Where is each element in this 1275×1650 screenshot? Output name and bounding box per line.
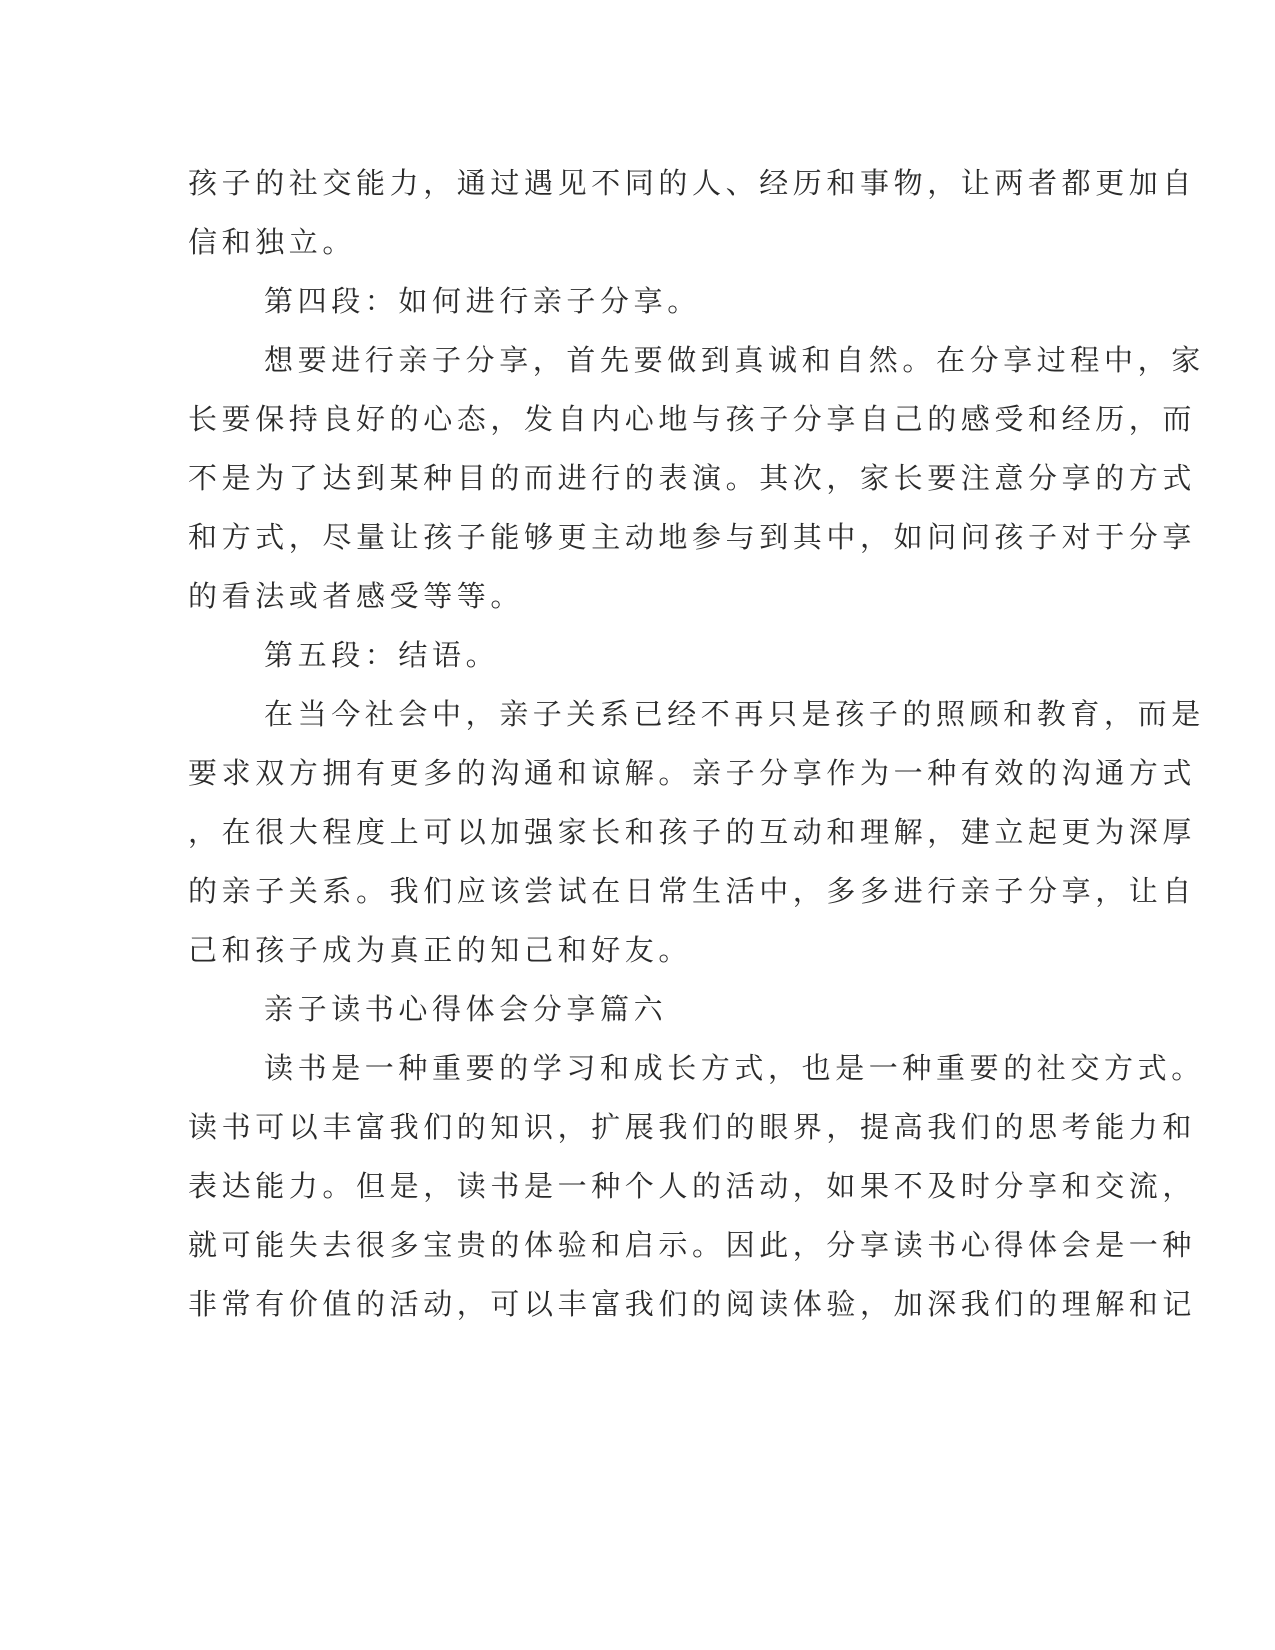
paragraph-line: 长要保持良好的心态，发自内心地与孩子分享自己的感受和经历，而	[188, 402, 1197, 436]
paragraph-line: 读书是一种重要的学习和成长方式，也是一种重要的社交方式。	[264, 1051, 1205, 1085]
paragraph-line: 己和孩子成为真正的知己和好友。	[188, 933, 693, 967]
paragraph-line: 表达能力。但是，读书是一种个人的活动，如果不及时分享和交流，	[188, 1169, 1197, 1203]
paragraph-line: 要求双方拥有更多的沟通和谅解。亲子分享作为一种有效的沟通方式	[188, 756, 1197, 790]
paragraph-line: 想要进行亲子分享，首先要做到真诚和自然。在分享过程中，家	[264, 343, 1205, 377]
section-heading: 第五段：结语。	[264, 638, 500, 672]
paragraph-line: ，在很大程度上可以加强家长和孩子的互动和理解，建立起更为深厚	[188, 815, 1197, 849]
paragraph-line: 非常有价值的活动，可以丰富我们的阅读体验，加深我们的理解和记	[188, 1287, 1197, 1321]
paragraph-line: 孩子的社交能力，通过遇见不同的人、经历和事物，让两者都更加自	[188, 166, 1197, 200]
paragraph-line: 读书可以丰富我们的知识，扩展我们的眼界，提高我们的思考能力和	[188, 1110, 1197, 1144]
paragraph-line: 不是为了达到某种目的而进行的表演。其次，家长要注意分享的方式	[188, 461, 1197, 495]
paragraph-line: 就可能失去很多宝贵的体验和启示。因此，分享读书心得体会是一种	[188, 1228, 1197, 1262]
section-heading: 第四段：如何进行亲子分享。	[264, 284, 701, 318]
paragraph-line: 的看法或者感受等等。	[188, 579, 525, 613]
paragraph-line: 和方式，尽量让孩子能够更主动地参与到其中，如问问孩子对于分享	[188, 520, 1197, 554]
paragraph-line: 在当今社会中，亲子关系已经不再只是孩子的照顾和教育，而是	[264, 697, 1205, 731]
paragraph-line: 信和独立。	[188, 225, 357, 259]
paragraph-line: 的亲子关系。我们应该尝试在日常生活中，多多进行亲子分享，让自	[188, 874, 1197, 908]
article-title: 亲子读书心得体会分享篇六	[264, 992, 668, 1026]
